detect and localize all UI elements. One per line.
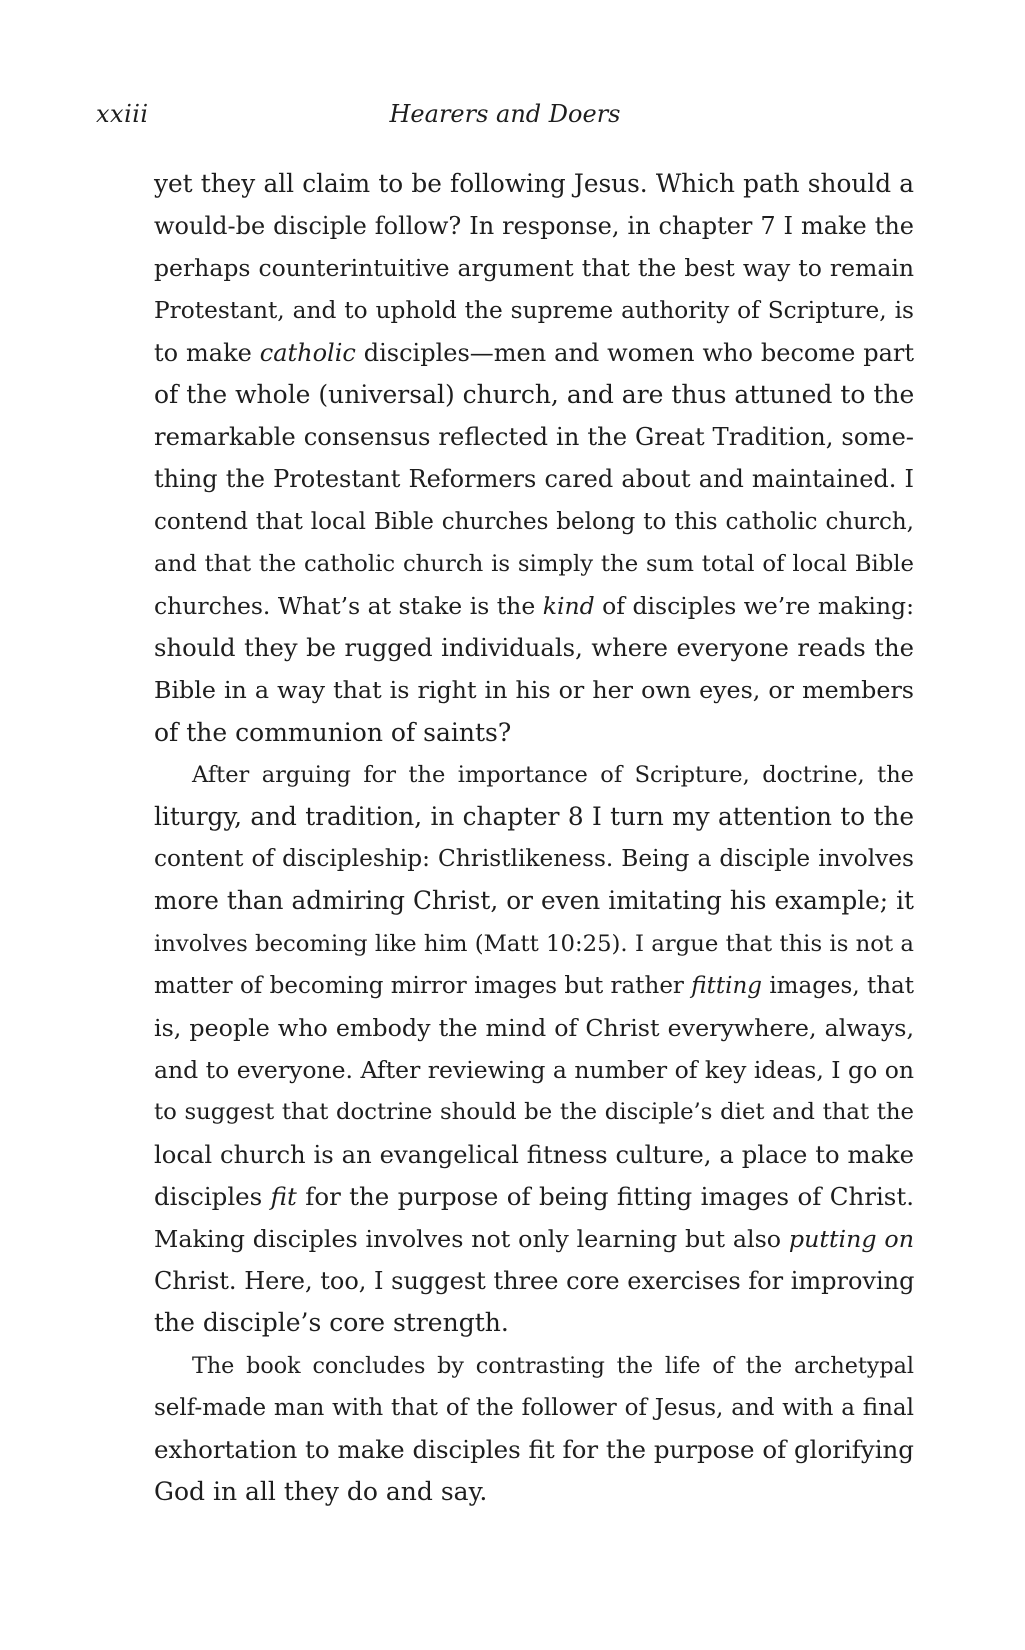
text-line: and that the catholic church is simply the sum total of local Bible [154,550,914,577]
running-head-title: Hearers and Doers [389,100,621,128]
text-line: to make catholic disciples—men and women who become part [154,338,914,367]
text-line: exhortation to make disciples fit for the purpose of glorifying [154,1435,914,1465]
text-line: After arguing for the importance of Scripture, doctrine, the [192,761,914,788]
text-line: remarkable consensus reflected in the Great Tradition, some- [154,422,914,452]
text-line: churches. What’s at stake is the kind of disciples we’re making: [154,592,915,621]
text-line: perhaps counterintuitive argument that the best way to remain [154,254,914,283]
paragraph [154,1345,914,1514]
text-line: of the whole (universal) church, and are thus attuned to the [154,380,915,410]
text-line: matter of becoming mirror images but rather fitting images, that [154,972,914,999]
text-line: more than admiring Christ, or even imitating his example; it [154,886,914,916]
page-number: xxiii [96,100,149,128]
text-line: disciples fit for the purpose of being fitting images of Christ. [154,1181,914,1211]
text-line: The book concludes by contrasting the life of the archetypal [192,1352,914,1379]
text-line: Bible in a way that is right in his or her own eyes, or members [154,676,914,705]
text-line: to suggest that doctrine should be the disciple’s diet and that the [154,1099,914,1126]
emphasis: fit [270,1181,297,1211]
text-line: God in all they do and say. [154,1477,488,1507]
body-text [154,163,914,1514]
emphasis: putting on [788,1225,915,1254]
text-line: should they be rugged individuals, where everyone reads the [154,633,914,663]
paragraph [154,754,914,1345]
text-line: self-made man with that of the follower of Jesus, and with a final [154,1394,914,1421]
text-line: would-be disciple follow? In response, in chapter 7 I make the [154,212,914,241]
text-line: and to everyone. After reviewing a number of key ideas, I go on [154,1056,914,1085]
text-line: is, people who embody the mind of Christ everywhere, always, [154,1014,914,1043]
emphasis: kind [542,592,595,621]
emphasis: catholic [259,338,356,367]
running-head [96,100,914,140]
text-line: yet they all claim to be following Jesus. Which path should a [154,169,914,198]
text-line: thing the Protestant Reformers cared about and maintained. I [154,465,914,494]
text-line: Making disciples involves not only learning but also putting on [154,1225,915,1254]
text-line: Protestant, and to uphold the supreme authority of Scripture, is [154,296,914,324]
text-line: Christ. Here, too, I suggest three core exercises for improving [154,1267,915,1296]
text-line: contend that local Bible churches belong to this catholic church, [154,508,914,535]
text-line: involves becoming like him (Matt 10:25). I argue that this is not a [154,930,914,957]
text-line: of the communion of saints? [154,717,512,747]
text-line: content of discipleship: Christlikeness. Being a disciple involves [154,845,914,873]
text-line: local church is an evangelical fitness culture, a place to make [154,1139,914,1169]
emphasis: fitting [691,972,762,999]
text-line: the disciple’s core strength. [154,1308,509,1338]
paragraph [154,163,914,754]
text-line: liturgy, and tradition, in chapter 8 I turn my attention to the [154,802,914,832]
